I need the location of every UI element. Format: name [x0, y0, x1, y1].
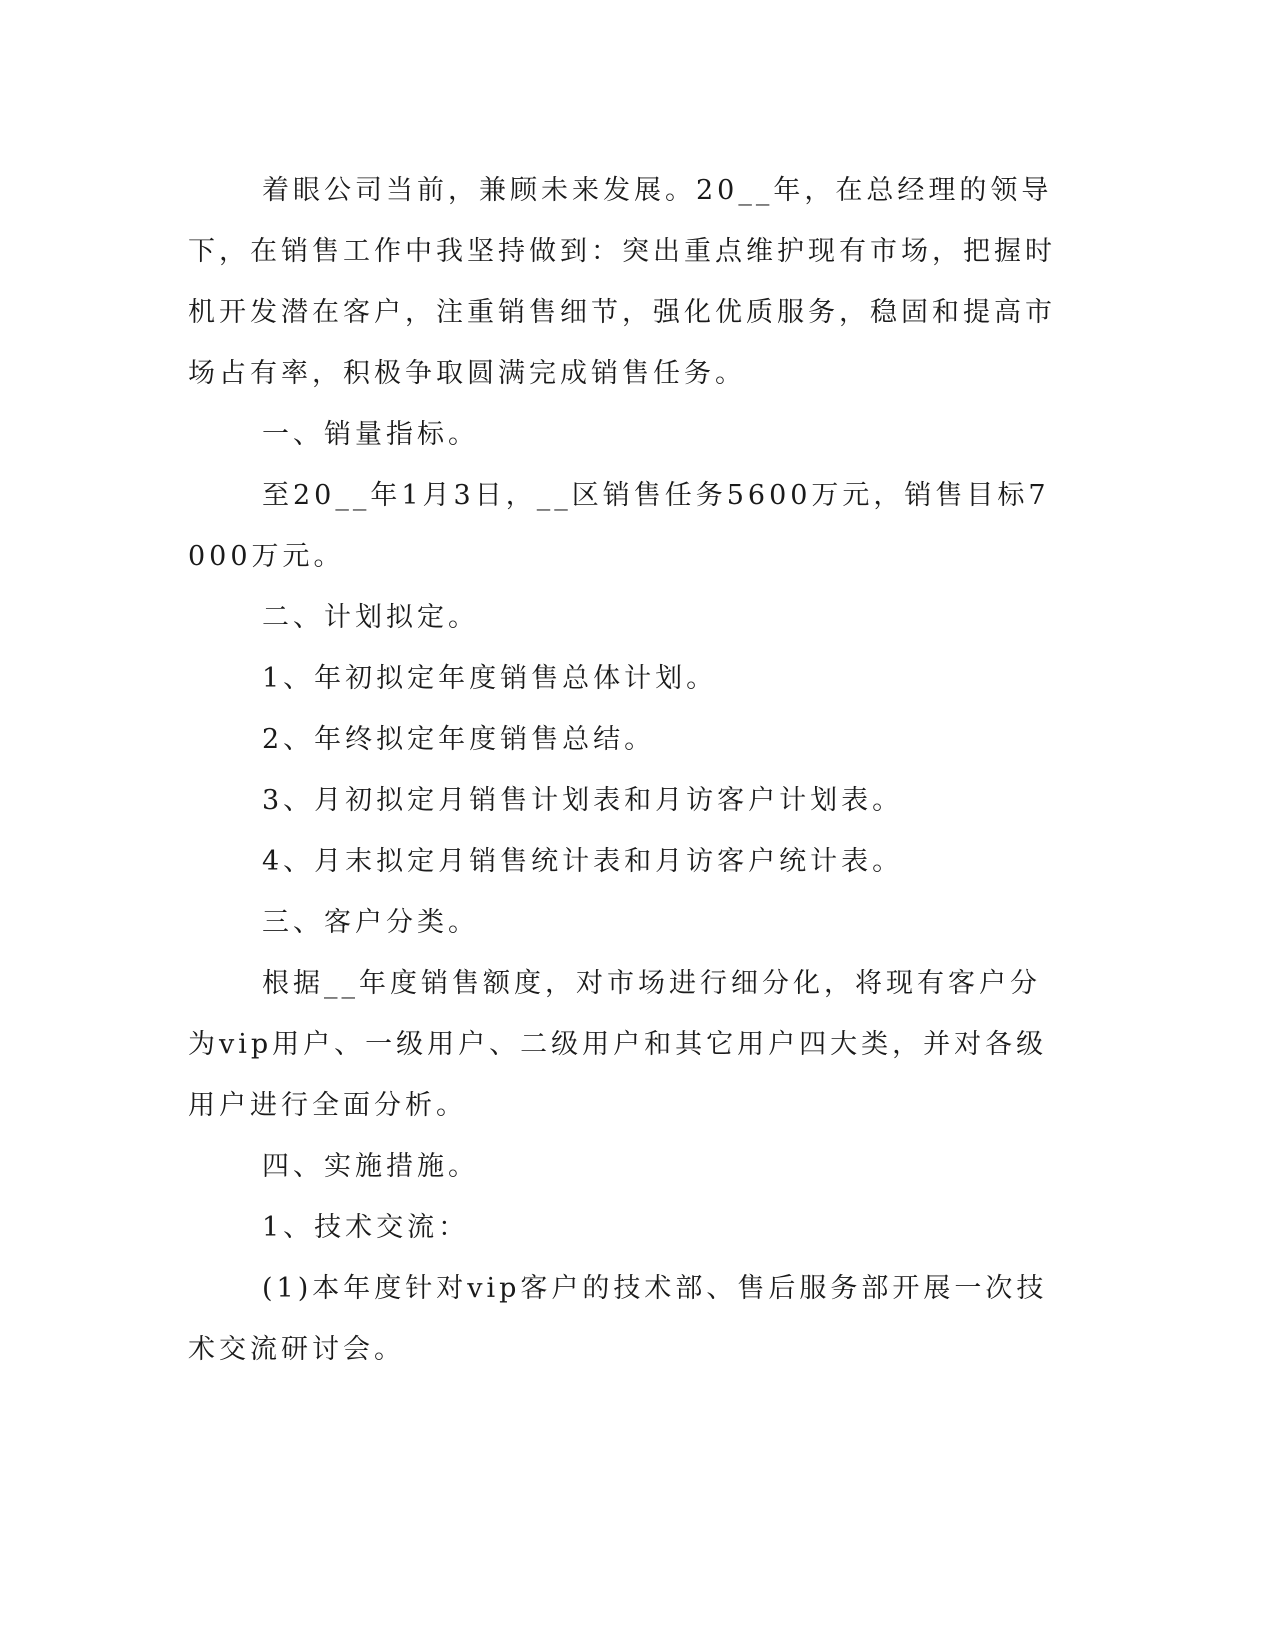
- list-item-plan-1: 1、年初拟定年度销售总体计划。: [262, 663, 718, 694]
- heading-customer-classification: 三、客户分类。: [262, 907, 479, 938]
- list-item-plan-4: 4、月末拟定月销售统计表和月访客户统计表。: [262, 846, 904, 877]
- document-body: [188, 160, 1068, 1380]
- heading-measures: 四、实施措施。: [262, 1151, 479, 1182]
- heading-planning: 二、计划拟定。: [262, 602, 479, 633]
- paragraph-customer-classification: 根据__年度销售额度，对市场进行细分化，将现有客户分为vip用户、一级用户、二级用户和其它用户四大类，并对各级用户进行全面分析。: [188, 968, 1048, 1121]
- list-item-plan-3: 3、月初拟定月销售计划表和月访客户计划表。: [262, 785, 904, 816]
- list-item-tech-exchange-1: (1)本年度针对vip客户的技术部、售后服务部开展一次技术交流研讨会。: [188, 1273, 1048, 1365]
- paragraph-intro: 着眼公司当前，兼顾未来发展。20__年，在总经理的领导下，在销售工作中我坚持做到：突出重点维护现有市场，把握时机开发潜在客户，注重销售细节，强化优质服务，稳固和提高市场占有率，积极争取圆满完成销售任务。: [188, 175, 1056, 389]
- paragraph-sales-target: 至20__年1月3日，__区销售任务5600万元，销售目标7000万元。: [188, 480, 1050, 572]
- list-item-plan-2: 2、年终拟定年度销售总结。: [262, 724, 656, 755]
- list-item-tech-exchange: 1、技术交流：: [262, 1212, 470, 1243]
- heading-sales-target: 一、销量指标。: [262, 419, 479, 450]
